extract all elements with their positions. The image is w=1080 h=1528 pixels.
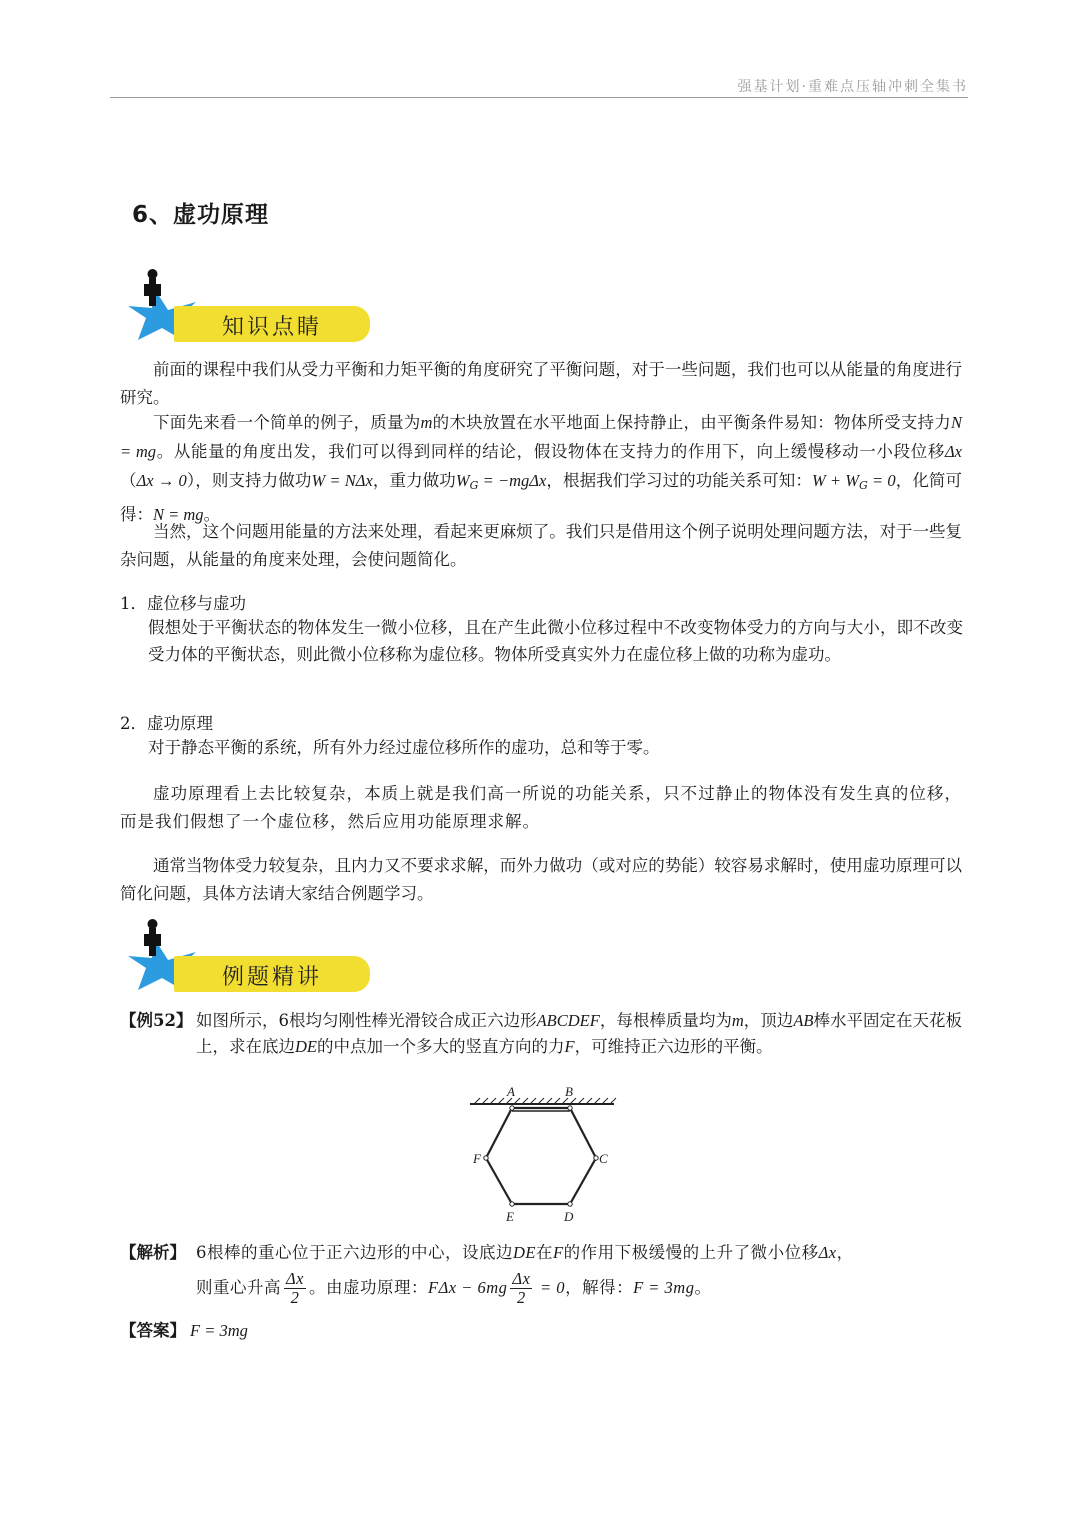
ceiling [470, 1098, 616, 1104]
hinge-f [484, 1156, 488, 1160]
note-paragraph: 虚功原理看上去比较复杂，本质上就是我们高一所说的功能关系，只不过静止的物体没有发生真的位移，而是我们假想了一个虚位移，然后应用功能原理求解。 [120, 784, 962, 831]
answer-block [120, 1318, 248, 1344]
hexagon-figure [462, 1084, 622, 1224]
example-label: 【例52】 [120, 1011, 193, 1030]
fraction-dx-over-2: $\frac{\Delta x}{2}$ [512, 1269, 531, 1307]
solution-line-2: 则重心升高 $\frac{\Delta x}{2}$ 。由虚功原理：FΔx − 6mg $\frac{\Delta x}{2}$ = 0，解得：F = 3mg。 [196, 1269, 712, 1307]
label-b: B [565, 1084, 573, 1099]
examples-banner [124, 918, 374, 998]
answer-value: F = 3mg [190, 1321, 248, 1340]
intro-paragraph-1: 前面的课程中我们从受力平衡和力矩平衡的角度研究了平衡问题，对于一些问题，我们也可以从能量的角度进行研究。 [120, 360, 962, 407]
label-e: E [506, 1209, 514, 1224]
intro-paragraph-3: 当然，这个问题用能量的方法来处理，看起来更麻烦了。我们只是借用这个例子说明处理问题方法，对于一些复杂问题，从能量的角度来处理，会使问题简化。 [120, 522, 962, 569]
item-1-body: 假想处于平衡状态的物体发生一微小位移，且在产生此微小位移过程中不改变物体受力的方向与大小，即不改变受力体的平衡状态，则此微小位移称为虚位移。物体所受真实外力在虚位移上做的功称为虚功。 [148, 618, 963, 664]
solution-line-1: 6根棒的重心位于正六边形的中心，设底边DE在F的作用下极缓慢的上升了微小位移Δx， [196, 1243, 854, 1262]
answer-label: 【答案】 [120, 1321, 186, 1340]
hinge-c [594, 1156, 598, 1160]
item-1-heading: 1．虚位移与虚功 [120, 594, 246, 613]
hinge-d [568, 1202, 572, 1206]
label-a: A [507, 1084, 515, 1099]
item-2-body: 对于静态平衡的系统，所有外力经过虚位移所作的虚功，总和等于零。 [148, 738, 660, 757]
banner-label-knowledge: 知识点睛 [222, 315, 323, 340]
usage-paragraph: 通常当物体受力较复杂，且内力又不要求求解，而外力做功（或对应的势能）较容易求解时，使用虚功原理可以简化问题，具体方法请大家结合例题学习。 [120, 856, 962, 903]
label-d: D [564, 1209, 574, 1224]
fraction-dx-over-2: $\frac{\Delta x}{2}$ [286, 1269, 305, 1307]
hinge-b [568, 1106, 572, 1110]
intro-paragraph-2: 下面先来看一个简单的例子，质量为m的木块放置在水平地面上保持静止，由平衡条件易知：物体所受支持力N = mg。从能量的角度出发，我们可以得到同样的结论，假设物体在支持力的作用下，向上缓慢移动一小段位移Δx（Δx → 0），则支持力做功W = NΔx，重力做功$W_G = -mg\Delta x$，根据我们学习过的功能关系可知：$W + W_G = 0$，化简可得：N = mg。 [120, 413, 963, 524]
hexagon-rods [486, 1108, 596, 1204]
section-title: 6、虚功原理 [132, 202, 270, 228]
hinge-e [510, 1202, 514, 1206]
knowledge-banner [124, 268, 374, 348]
banner-label-examples: 例题精讲 [222, 965, 323, 990]
book-header-title: 强基计划·重难点压轴冲刺全集书 [737, 79, 968, 95]
label-c: C [599, 1151, 608, 1166]
hinge-a [510, 1106, 514, 1110]
solution-label: 【解析】 [120, 1243, 186, 1262]
example-text: 如图所示，6根均匀刚性棒光滑铰合成正六边形ABCDEF，每根棒质量均为m，顶边AB棒水平固定在天花板上，求在底边DE的中点加一个多大的竖直方向的力F，可维持正六边形的平衡。 [196, 1011, 963, 1056]
item-2-heading: 2．虚功原理 [120, 714, 213, 733]
header-divider [110, 97, 968, 98]
label-f: F [473, 1151, 481, 1166]
